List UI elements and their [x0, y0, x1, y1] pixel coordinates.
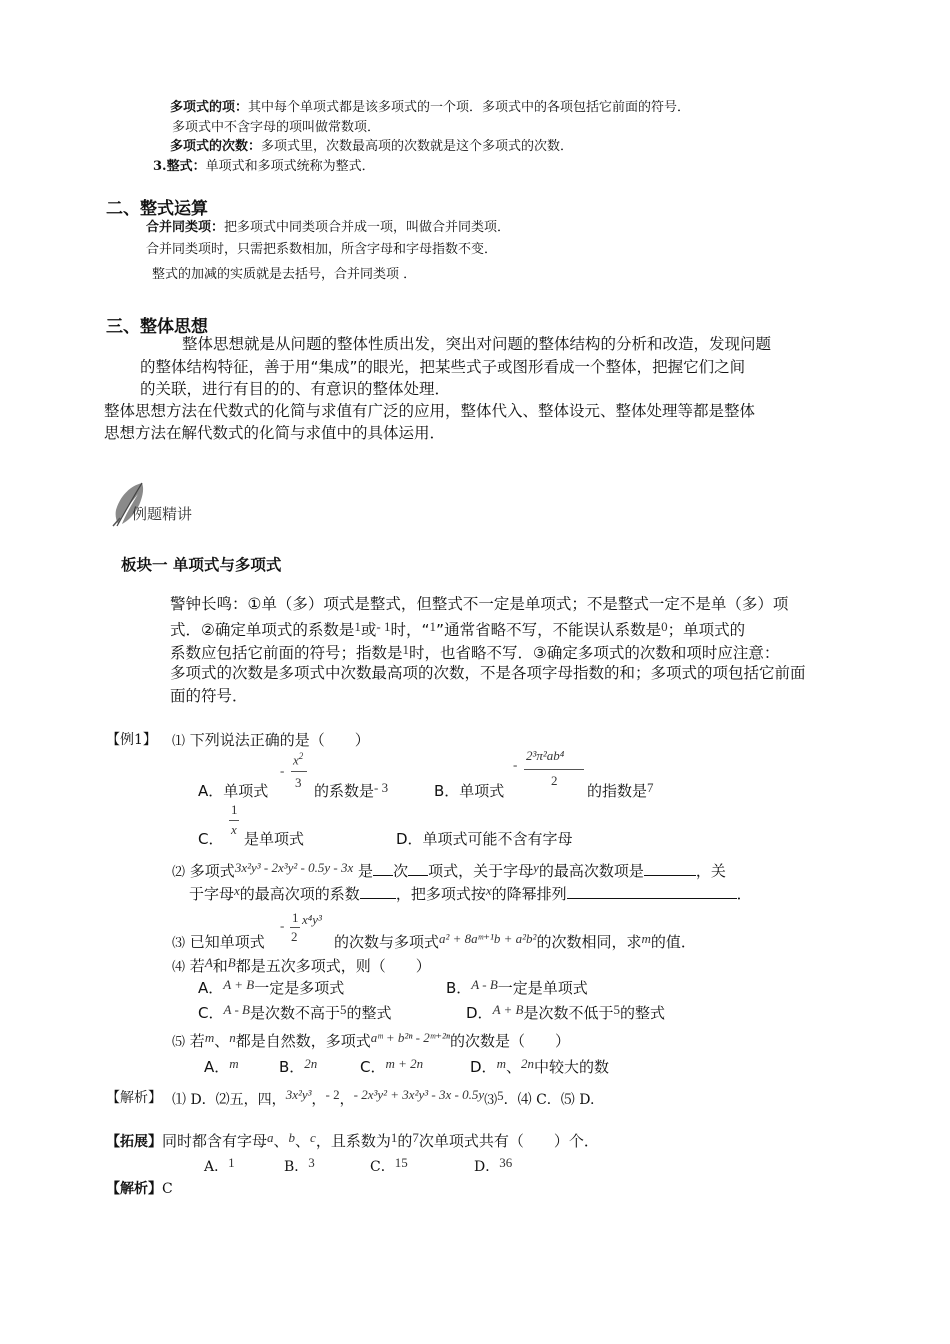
- fraction-denominator: 3: [295, 775, 302, 790]
- ext-option-a: A．1: [204, 1155, 235, 1175]
- fraction-denominator: 2: [291, 929, 298, 944]
- holistic-paragraph-line: 思想方法在解代数式的化简与求值中的具体运用．: [104, 424, 446, 442]
- option-c-text: 是单项式: [244, 830, 305, 848]
- fraction-numerator: 1: [292, 910, 299, 925]
- integral-expression-definition: 3.整式：单项式和多项式统称为整式．: [153, 159, 375, 174]
- option-a-label: A．单项式: [198, 782, 269, 800]
- addition-essence: 整式的加减的实质就是去括号，合并同类项 ．: [152, 267, 417, 282]
- question-2-line-1: ⑵ 多项式3x²y³ - 2x³y² - 0.5y - 3x 是 次 项式，关于字母y的最高次数项是 ，关: [172, 860, 726, 880]
- q4-option-a: A．A + B一定是多项式: [198, 977, 345, 997]
- monomial: x⁴y³: [302, 912, 322, 927]
- fraction-denominator: 2: [551, 773, 558, 788]
- fraction-numerator: 1: [231, 802, 238, 817]
- q4-option-d: D．A + B是次数不低于5的整式: [466, 1002, 666, 1022]
- fraction-denominator: x: [231, 822, 237, 837]
- question-2-line-2: 于字母x的最高次项的系数 ，把多项式按x的降幂排列 ．: [189, 883, 752, 903]
- fraction-bar: [524, 769, 584, 770]
- holistic-paragraph-line: 整体思想方法在代数式的化简与求值有广泛的应用，整体代入、整体设元、整体处理等都是整体: [104, 402, 756, 420]
- fraction-sign: -: [513, 757, 518, 772]
- section-banner-label: 例题精讲: [132, 505, 193, 523]
- question-5: ⑸ 若m、n都是自然数，多项式aᵐ + b²ⁿ - 2ᵐ⁺²ⁿ的次数是（ ）: [172, 1030, 571, 1050]
- option-b-text: 的指数是7: [587, 780, 654, 800]
- fraction-sign: -: [280, 763, 285, 778]
- fraction-numerator: 2³π²ab⁴: [526, 748, 565, 763]
- warning-line: 式．②确定单项式的系数是$^1$或$^{- 1}$时，“$^1$”通常省略不写，不能误认系数是$^0$；单项式的: [170, 619, 746, 639]
- q5-option-c: C．m + 2n: [360, 1056, 424, 1076]
- q4-option-b: B．A - B一定是单项式: [446, 977, 588, 997]
- fraction-bar: [290, 927, 300, 928]
- fraction-numerator: $x^2$: [293, 751, 304, 768]
- q5-option-a: A．m: [204, 1056, 239, 1076]
- solution-tag: 【解析】: [106, 1090, 162, 1106]
- combine-like-terms-definition: 合并同类项：把多项式中同类项合并成一项，叫做合并同类项．: [146, 220, 511, 235]
- degree-definition: 多项式的次数：多项式里，次数最高项的次数就是这个多项式的次数．: [170, 139, 574, 154]
- option-a-text: 的系数是- 3: [314, 780, 389, 800]
- question-4: ⑷ 若A和B都是五次多项式，则（ ）: [172, 955, 431, 975]
- term-definition: 多项式的项：其中每个单项式都是该多项式的一个项．多项式中的各项包括它前面的符号．: [170, 100, 691, 115]
- holistic-paragraph-line: 整体思想就是从问题的整体性质出发，突出对问题的整体结构的分析和改造，发现问题: [182, 335, 772, 353]
- option-d: D．单项式可能不含有字母: [396, 830, 573, 848]
- constant-term-definition: 多项式中不含字母的项叫做常数项．: [172, 120, 381, 135]
- option-c: C．: [198, 830, 224, 848]
- solution-2: 【解析】C: [106, 1181, 173, 1197]
- ext-option-c: C．15: [370, 1155, 408, 1175]
- holistic-paragraph-line: 的整体结构特征，善于用“集成”的眼光，把某些式子或图形看成一个整体，把握它们之间: [140, 358, 746, 376]
- fraction-sign: -: [280, 918, 285, 933]
- q5-option-b: B．2n: [279, 1056, 318, 1076]
- section-heading-holistic: 三、整体思想: [106, 317, 208, 337]
- block-title: 板块一 单项式与多项式: [121, 556, 282, 574]
- solution-1: ⑴ D．⑵五，四，3x²y³，- 2，- 2x³y² + 3x²y³ - 3x - 0.5y⑶5．⑷ C．⑸ D.: [172, 1087, 595, 1108]
- option-b-label: B．单项式: [434, 782, 505, 800]
- warning-line: 面的符号．: [170, 687, 248, 705]
- fraction-bar: [229, 820, 239, 821]
- example-tag: 【例1】: [106, 732, 157, 748]
- question-1: ⑴ 下列说法正确的是（ ）: [172, 731, 370, 749]
- warning-line: 警钟长鸣：①单（多）项式是整式，但整式不一定是单项式；不是整式一定不是单（多）项: [170, 595, 789, 613]
- warning-line: 系数应包括它前面的符号；指数是$^1$时，也省略不写．③确定多项式的次数和项时应注意：: [170, 642, 780, 662]
- question-3: ⑶ 已知单项式: [172, 933, 265, 951]
- extension-question: 【拓展】同时都含有字母a、b、c，且系数为1的7次单项式共有（ ）个．: [106, 1130, 599, 1150]
- q5-option-d: D．m、2n中较大的数: [470, 1056, 609, 1076]
- q4-option-c: C．A - B是次数不高于5的整式: [198, 1002, 392, 1022]
- combine-rule: 合并同类项时，只需把系数相加，所含字母和字母指数不变．: [146, 242, 498, 257]
- holistic-paragraph-line: 的关联，进行有目的的、有意识的整体处理．: [140, 380, 451, 398]
- ext-option-d: D．36: [474, 1155, 513, 1175]
- question-3-rest: 的次数与多项式a² + 8aᵐ⁺¹b + a²b²的次数相同，求m的值．: [334, 931, 696, 951]
- fraction-bar: [291, 771, 307, 772]
- ext-option-b: B．3: [284, 1155, 315, 1175]
- warning-line: 多项式的次数是多项式中次数最高项的次数，不是各项字母指数的和；多项式的项包括它前面: [170, 664, 806, 682]
- section-heading-operations: 二、整式运算: [106, 199, 208, 219]
